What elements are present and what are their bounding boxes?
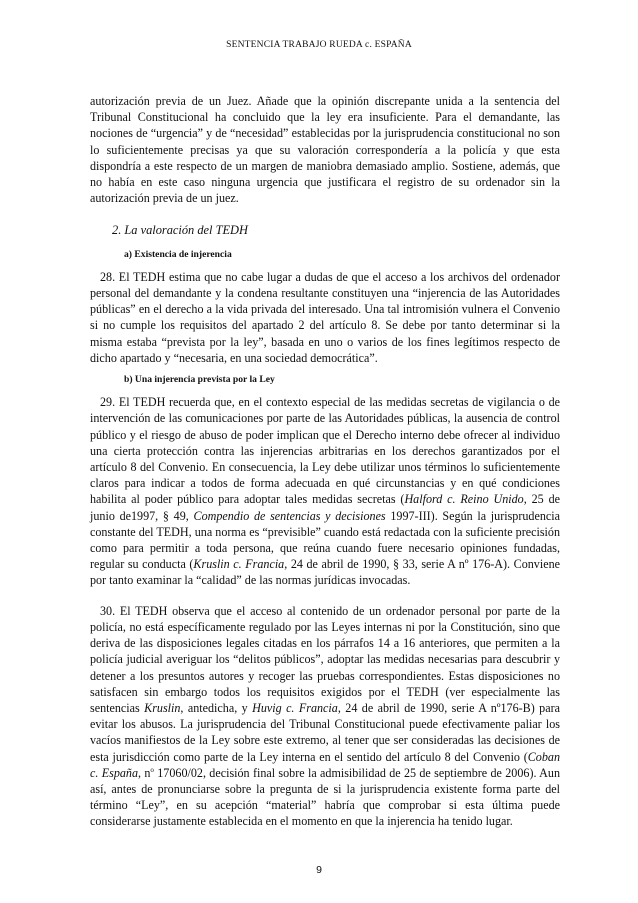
subsection-heading-b: b) Una injerencia prevista por la Ley <box>124 374 275 386</box>
intro-paragraph: autorización previa de un Juez. Añade que la opinión discrepante unida a la sentencia del Tribunal Constitucional ha concluido que la ley era insuficiente. Para el demandante, las nociones de “urgencia” y de “necesidad” establecidas por la jurisprudencia constitucional no son lo suficientemente precisas ya que su valoración correspondería a la policía y que esta dispondría a este respecto de un margen de maniobra demasiado amplio. Sostiene, además, que no había en este caso ninguna urgencia que justificara el registro de su ordenador sin la autorización previa de un juez. <box>90 94 560 206</box>
p30-text-1: 30. El TEDH observa que el acceso al contenido de un ordenador personal por parte de la policía, no está específicamente regulado por las Leyes internas ni por la Constitución, sino que deriva de las disposiciones legales citadas en los párrafos 14 a 16 anteriores, que permiten a la policía judicial averiguar los “delitos públicos”, adoptar las medidas necesarias para descubrir y detener a los presuntos autores y recoger las pruebas correspondientes. Estas disposiciones no satisfacen sin embargo todos los requisitos exigidos por el TEDH (ver especialmente las sentencias <box>90 603 560 715</box>
p30-text-2: , antedicha, y <box>180 700 253 715</box>
p29-text-4: , 24 de abril de 1990, § 33, serie A nº 176-A). Conviene por tanto examinar la “calidad” de las normas jurídicas invocadas. <box>90 557 560 588</box>
ordinal-superscript: o <box>150 765 154 774</box>
running-header: SENTENCIA TRABAJO RUEDA c. ESPAÑA <box>226 40 412 50</box>
p29-text-2: , 25 de junio de1997, § 49, <box>90 492 560 523</box>
case-citation-huvig: Huvig c. Francia <box>252 700 338 715</box>
p29-text-3: 1997-III). Según la jurisprudencia constante del TEDH, una norma es “previsible” cuando está redactada con la suficiente precisión como para permitir a toda persona, que reúna cuando fuere necesario opiniones fundadas, regular su conducta ( <box>90 508 560 572</box>
compendium-citation: Compendio de sentencias y decisiones <box>193 508 386 523</box>
p30-text-5: 17060/02, decisión final sobre la admisibilidad de 25 de septiembre de 2006). Aun así, antes de pronunciarse sobre la pregunta de si la jurisprudencia existente forma parte del término “Ley”, en su acepción “material” habría que comprobar si esta última puede considerarse justamente establecida en el momento en que la injerencia ha tenido lugar. <box>90 765 560 829</box>
case-citation-kruslin-bold: Kruslin <box>144 700 181 715</box>
case-citation-halford: Halford c. Reino Unido <box>404 492 524 507</box>
section-heading: 2. La valoración del TEDH <box>112 223 248 238</box>
p30-text-3: , 24 de abril de 1990, serie A nº176-B) para evitar los abusos. La jurisprudencia del Tribunal Constitucional puede efectivamente paliar los vacíos manifiestos de la Ley sobre este extremo, al tener que ser consideradas las decisiones de esta jurisdicción como parte de la Ley interna en el sentido del artículo 8 del Convenio ( <box>90 700 560 764</box>
p29-text-1: 29. El TEDH recuerda que, en el contexto especial de las medidas secretas de vigilancia o de intervención de las comunicaciones por parte de las Autoridades públicas, la ausencia de control público y el riesgo de abuso de poder implican que el Derecho interno debe ofrecer al individuo una cierta protección contra las injerencias arbitrarias en los derechos garantizados por el artículo 8 del Convenio. En consecuencia, la Ley debe utilizar unos términos lo suficientemente claros para indicar a todos de forma adecuada en qué circunstancias y en qué condiciones habilita al poder público para adoptar tales medidas secretas ( <box>90 395 560 507</box>
paragraph-28: 28. El TEDH estima que no cabe lugar a dudas de que el acceso a los archivos del ordenador personal del demandante y la condena resultante constituyen una “injerencia de las Autoridades públicas” en el derecho a la vida privada del interesado. Una tal intromisión vulnera el Convenio si no cumple los requisitos del apartado 2 del artículo 8. Se debe por tanto determinar si la misma estaba “prevista por la ley”, basada en uno o varios de los fines legítimos respecto de dicho apartado y “necesaria, en una sociedad democrática”. <box>90 269 560 365</box>
subsection-heading-a: a) Existencia de injerencia <box>124 248 232 260</box>
case-citation-coban: Coban c. España <box>90 749 560 780</box>
page-number: 9 <box>316 864 322 876</box>
document-body <box>90 93 560 830</box>
p30-text-4: , n <box>138 765 151 780</box>
paragraph-29 <box>90 394 560 588</box>
case-citation-kruslin: Kruslin c. Francia <box>193 557 285 572</box>
paragraph-30 <box>90 603 560 830</box>
